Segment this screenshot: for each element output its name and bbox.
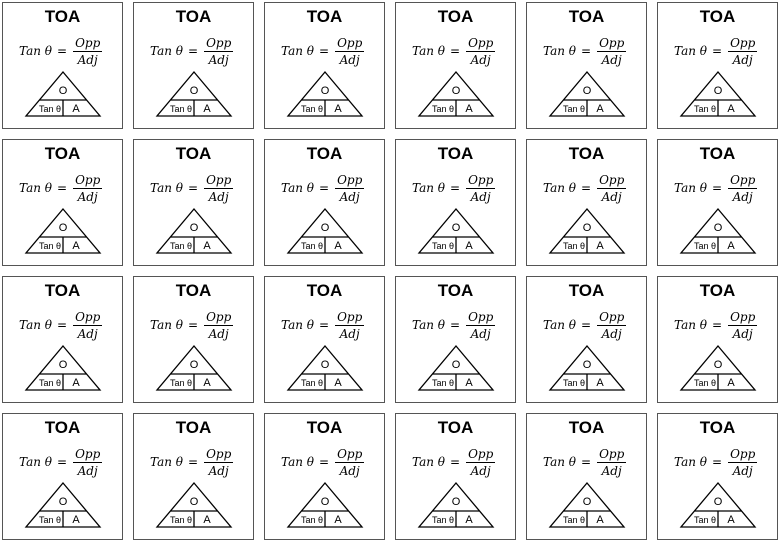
triangle-left-label: Tan θ bbox=[431, 241, 455, 251]
formula-equals: = bbox=[319, 181, 330, 195]
formula-equals: = bbox=[712, 318, 723, 332]
triangle-left-label: Tan θ bbox=[562, 104, 586, 114]
card-title: TOA bbox=[175, 418, 212, 437]
formula-denominator: Adj bbox=[732, 326, 753, 341]
triangle-top-label: O bbox=[189, 85, 199, 97]
toa-card-4-5 bbox=[526, 413, 647, 540]
formula-fraction bbox=[73, 447, 102, 478]
formula-equals: = bbox=[581, 181, 592, 195]
toa-triangle-diagram bbox=[156, 345, 232, 391]
formula-equals: = bbox=[450, 44, 461, 58]
toa-card-4-2 bbox=[133, 413, 254, 540]
formula-numerator: Opp bbox=[75, 446, 101, 461]
toa-card-1-5 bbox=[526, 2, 647, 129]
formula-fraction bbox=[466, 173, 495, 204]
triangle-top-label: O bbox=[189, 359, 199, 371]
triangle-left-label: Tan θ bbox=[562, 378, 586, 388]
card-title: TOA bbox=[437, 418, 474, 437]
tangent-formula bbox=[281, 444, 364, 480]
formula-fraction bbox=[728, 447, 757, 478]
tangent-formula bbox=[543, 307, 626, 343]
triangle-right-label: A bbox=[203, 103, 211, 115]
toa-triangle-diagram bbox=[549, 482, 625, 528]
formula-fraction bbox=[73, 310, 102, 341]
formula-equals: = bbox=[57, 181, 68, 195]
tangent-formula bbox=[150, 170, 233, 206]
formula-lhs: Tan θ bbox=[543, 455, 576, 469]
formula-fraction bbox=[466, 447, 495, 478]
toa-card-4-6 bbox=[657, 413, 778, 540]
card-title: TOA bbox=[568, 144, 605, 163]
card-title: TOA bbox=[699, 418, 736, 437]
triangle-left-label: Tan θ bbox=[300, 515, 324, 525]
formula-numerator: Opp bbox=[75, 35, 101, 50]
triangle-top-label: O bbox=[58, 222, 68, 234]
toa-triangle-diagram bbox=[25, 345, 101, 391]
triangle-right-label: A bbox=[72, 240, 80, 252]
formula-fraction bbox=[73, 36, 102, 67]
tangent-formula bbox=[412, 307, 495, 343]
formula-fraction bbox=[597, 173, 626, 204]
formula-equals: = bbox=[188, 181, 199, 195]
formula-denominator: Adj bbox=[208, 52, 229, 67]
toa-triangle-diagram bbox=[156, 208, 232, 254]
toa-triangle-diagram bbox=[287, 345, 363, 391]
toa-card-3-6 bbox=[657, 276, 778, 403]
formula-equals: = bbox=[712, 455, 723, 469]
formula-fraction bbox=[466, 310, 495, 341]
formula-numerator: Opp bbox=[75, 309, 101, 324]
tangent-formula bbox=[281, 307, 364, 343]
toa-card-4-4 bbox=[395, 413, 516, 540]
formula-fraction bbox=[597, 310, 626, 341]
triangle-right-label: A bbox=[72, 103, 80, 115]
toa-triangle-diagram bbox=[287, 71, 363, 117]
triangle-top-label: O bbox=[58, 496, 68, 508]
toa-card-3-1 bbox=[2, 276, 123, 403]
card-title: TOA bbox=[175, 144, 212, 163]
triangle-left-label: Tan θ bbox=[38, 104, 62, 114]
toa-triangle-diagram bbox=[25, 208, 101, 254]
toa-card-1-4 bbox=[395, 2, 516, 129]
triangle-left-label: Tan θ bbox=[38, 378, 62, 388]
toa-card-2-3 bbox=[264, 139, 385, 266]
card-title: TOA bbox=[306, 281, 343, 300]
toa-card-2-2 bbox=[133, 139, 254, 266]
tangent-formula bbox=[281, 33, 364, 69]
formula-equals: = bbox=[319, 44, 330, 58]
formula-lhs: Tan θ bbox=[281, 44, 314, 58]
triangle-left-label: Tan θ bbox=[562, 241, 586, 251]
formula-numerator: Opp bbox=[730, 309, 756, 324]
formula-lhs: Tan θ bbox=[281, 181, 314, 195]
triangle-top-label: O bbox=[713, 496, 723, 508]
card-title: TOA bbox=[437, 281, 474, 300]
formula-fraction bbox=[597, 36, 626, 67]
toa-triangle-diagram bbox=[287, 208, 363, 254]
triangle-right-label: A bbox=[727, 514, 735, 526]
triangle-top-label: O bbox=[713, 222, 723, 234]
toa-card-1-2 bbox=[133, 2, 254, 129]
toa-triangle-diagram bbox=[549, 208, 625, 254]
formula-lhs: Tan θ bbox=[19, 455, 52, 469]
formula-numerator: Opp bbox=[730, 35, 756, 50]
tangent-formula bbox=[281, 170, 364, 206]
formula-numerator: Opp bbox=[206, 446, 232, 461]
formula-numerator: Opp bbox=[468, 172, 494, 187]
triangle-top-label: O bbox=[320, 222, 330, 234]
triangle-top-label: O bbox=[582, 359, 592, 371]
tangent-formula bbox=[412, 170, 495, 206]
formula-denominator: Adj bbox=[77, 463, 98, 478]
formula-fraction bbox=[73, 173, 102, 204]
formula-numerator: Opp bbox=[206, 172, 232, 187]
formula-numerator: Opp bbox=[206, 35, 232, 50]
formula-equals: = bbox=[188, 455, 199, 469]
formula-numerator: Opp bbox=[337, 446, 363, 461]
triangle-right-label: A bbox=[465, 514, 473, 526]
formula-fraction bbox=[335, 36, 364, 67]
tangent-formula bbox=[412, 444, 495, 480]
formula-equals: = bbox=[188, 318, 199, 332]
tangent-formula bbox=[150, 444, 233, 480]
toa-card-1-6 bbox=[657, 2, 778, 129]
formula-lhs: Tan θ bbox=[412, 181, 445, 195]
triangle-left-label: Tan θ bbox=[169, 104, 193, 114]
toa-triangle-diagram bbox=[25, 71, 101, 117]
card-title: TOA bbox=[568, 418, 605, 437]
toa-triangle-diagram bbox=[418, 208, 494, 254]
tangent-formula bbox=[674, 444, 757, 480]
formula-numerator: Opp bbox=[599, 172, 625, 187]
tangent-formula bbox=[412, 33, 495, 69]
toa-card-3-5 bbox=[526, 276, 647, 403]
triangle-right-label: A bbox=[203, 240, 211, 252]
triangle-left-label: Tan θ bbox=[300, 241, 324, 251]
triangle-right-label: A bbox=[596, 240, 604, 252]
toa-card-4-1 bbox=[2, 413, 123, 540]
formula-denominator: Adj bbox=[208, 463, 229, 478]
formula-lhs: Tan θ bbox=[543, 44, 576, 58]
formula-lhs: Tan θ bbox=[412, 44, 445, 58]
toa-triangle-diagram bbox=[680, 71, 756, 117]
formula-lhs: Tan θ bbox=[412, 318, 445, 332]
triangle-top-label: O bbox=[582, 222, 592, 234]
formula-fraction bbox=[204, 173, 233, 204]
triangle-left-label: Tan θ bbox=[169, 241, 193, 251]
formula-equals: = bbox=[581, 318, 592, 332]
card-title: TOA bbox=[306, 418, 343, 437]
triangle-right-label: A bbox=[727, 240, 735, 252]
triangle-top-label: O bbox=[713, 85, 723, 97]
toa-card-2-5 bbox=[526, 139, 647, 266]
formula-numerator: Opp bbox=[337, 309, 363, 324]
toa-triangle-diagram bbox=[549, 345, 625, 391]
tangent-formula bbox=[543, 170, 626, 206]
formula-equals: = bbox=[450, 455, 461, 469]
formula-equals: = bbox=[188, 44, 199, 58]
triangle-left-label: Tan θ bbox=[693, 241, 717, 251]
tangent-formula bbox=[543, 444, 626, 480]
toa-triangle-diagram bbox=[680, 482, 756, 528]
triangle-top-label: O bbox=[713, 359, 723, 371]
toa-triangle-diagram bbox=[680, 345, 756, 391]
triangle-right-label: A bbox=[334, 240, 342, 252]
formula-lhs: Tan θ bbox=[150, 181, 183, 195]
formula-lhs: Tan θ bbox=[150, 44, 183, 58]
triangle-top-label: O bbox=[320, 85, 330, 97]
formula-fraction bbox=[204, 310, 233, 341]
formula-denominator: Adj bbox=[470, 189, 491, 204]
triangle-right-label: A bbox=[596, 514, 604, 526]
formula-fraction bbox=[728, 36, 757, 67]
formula-numerator: Opp bbox=[599, 35, 625, 50]
card-title: TOA bbox=[44, 418, 81, 437]
formula-lhs: Tan θ bbox=[19, 318, 52, 332]
triangle-right-label: A bbox=[203, 514, 211, 526]
triangle-top-label: O bbox=[58, 359, 68, 371]
card-title: TOA bbox=[44, 7, 81, 26]
toa-card-3-4 bbox=[395, 276, 516, 403]
triangle-left-label: Tan θ bbox=[693, 515, 717, 525]
toa-triangle-diagram bbox=[156, 71, 232, 117]
formula-lhs: Tan θ bbox=[281, 455, 314, 469]
formula-fraction bbox=[728, 173, 757, 204]
formula-denominator: Adj bbox=[208, 189, 229, 204]
tangent-formula bbox=[19, 444, 102, 480]
triangle-left-label: Tan θ bbox=[169, 515, 193, 525]
triangle-right-label: A bbox=[334, 377, 342, 389]
toa-triangle-diagram bbox=[156, 482, 232, 528]
triangle-top-label: O bbox=[582, 496, 592, 508]
formula-equals: = bbox=[450, 318, 461, 332]
formula-numerator: Opp bbox=[730, 172, 756, 187]
formula-equals: = bbox=[450, 181, 461, 195]
formula-fraction bbox=[204, 447, 233, 478]
formula-fraction bbox=[335, 447, 364, 478]
toa-card-2-6 bbox=[657, 139, 778, 266]
formula-lhs: Tan θ bbox=[150, 455, 183, 469]
formula-denominator: Adj bbox=[208, 326, 229, 341]
toa-card-4-3 bbox=[264, 413, 385, 540]
formula-fraction bbox=[597, 447, 626, 478]
tangent-formula bbox=[150, 307, 233, 343]
triangle-right-label: A bbox=[596, 377, 604, 389]
tangent-formula bbox=[674, 33, 757, 69]
card-title: TOA bbox=[699, 7, 736, 26]
triangle-right-label: A bbox=[596, 103, 604, 115]
toa-triangle-diagram bbox=[25, 482, 101, 528]
formula-lhs: Tan θ bbox=[543, 181, 576, 195]
formula-numerator: Opp bbox=[468, 446, 494, 461]
formula-lhs: Tan θ bbox=[674, 44, 707, 58]
triangle-right-label: A bbox=[72, 514, 80, 526]
tangent-formula bbox=[19, 307, 102, 343]
triangle-left-label: Tan θ bbox=[431, 378, 455, 388]
triangle-right-label: A bbox=[203, 377, 211, 389]
formula-numerator: Opp bbox=[468, 309, 494, 324]
formula-numerator: Opp bbox=[599, 309, 625, 324]
triangle-left-label: Tan θ bbox=[169, 378, 193, 388]
formula-fraction bbox=[335, 310, 364, 341]
formula-equals: = bbox=[319, 455, 330, 469]
formula-equals: = bbox=[57, 455, 68, 469]
formula-denominator: Adj bbox=[601, 189, 622, 204]
card-title: TOA bbox=[699, 144, 736, 163]
formula-denominator: Adj bbox=[732, 52, 753, 67]
formula-denominator: Adj bbox=[601, 463, 622, 478]
triangle-right-label: A bbox=[465, 240, 473, 252]
toa-triangle-diagram bbox=[287, 482, 363, 528]
formula-lhs: Tan θ bbox=[412, 455, 445, 469]
formula-lhs: Tan θ bbox=[674, 181, 707, 195]
formula-equals: = bbox=[712, 44, 723, 58]
triangle-top-label: O bbox=[189, 496, 199, 508]
triangle-left-label: Tan θ bbox=[300, 378, 324, 388]
formula-denominator: Adj bbox=[339, 52, 360, 67]
card-title: TOA bbox=[699, 281, 736, 300]
card-title: TOA bbox=[175, 281, 212, 300]
formula-fraction bbox=[335, 173, 364, 204]
toa-card-1-3 bbox=[264, 2, 385, 129]
formula-equals: = bbox=[712, 181, 723, 195]
formula-numerator: Opp bbox=[599, 446, 625, 461]
formula-equals: = bbox=[581, 455, 592, 469]
formula-denominator: Adj bbox=[339, 189, 360, 204]
formula-denominator: Adj bbox=[470, 52, 491, 67]
formula-denominator: Adj bbox=[339, 326, 360, 341]
formula-denominator: Adj bbox=[732, 463, 753, 478]
triangle-top-label: O bbox=[189, 222, 199, 234]
formula-numerator: Opp bbox=[730, 446, 756, 461]
formula-denominator: Adj bbox=[77, 326, 98, 341]
card-title: TOA bbox=[437, 7, 474, 26]
card-title: TOA bbox=[175, 7, 212, 26]
formula-numerator: Opp bbox=[206, 309, 232, 324]
triangle-top-label: O bbox=[451, 222, 461, 234]
formula-equals: = bbox=[319, 318, 330, 332]
toa-card-3-2 bbox=[133, 276, 254, 403]
tangent-formula bbox=[674, 307, 757, 343]
formula-lhs: Tan θ bbox=[674, 318, 707, 332]
toa-card-2-1 bbox=[2, 139, 123, 266]
card-title: TOA bbox=[568, 281, 605, 300]
formula-denominator: Adj bbox=[77, 189, 98, 204]
formula-lhs: Tan θ bbox=[281, 318, 314, 332]
formula-numerator: Opp bbox=[337, 172, 363, 187]
tangent-formula bbox=[19, 33, 102, 69]
formula-equals: = bbox=[581, 44, 592, 58]
triangle-left-label: Tan θ bbox=[38, 515, 62, 525]
formula-equals: = bbox=[57, 318, 68, 332]
triangle-top-label: O bbox=[451, 85, 461, 97]
formula-fraction bbox=[728, 310, 757, 341]
triangle-left-label: Tan θ bbox=[693, 378, 717, 388]
triangle-top-label: O bbox=[320, 359, 330, 371]
formula-denominator: Adj bbox=[470, 326, 491, 341]
formula-denominator: Adj bbox=[732, 189, 753, 204]
formula-numerator: Opp bbox=[75, 172, 101, 187]
triangle-right-label: A bbox=[465, 377, 473, 389]
toa-triangle-diagram bbox=[549, 71, 625, 117]
triangle-right-label: A bbox=[465, 103, 473, 115]
formula-equals: = bbox=[57, 44, 68, 58]
triangle-left-label: Tan θ bbox=[562, 515, 586, 525]
triangle-right-label: A bbox=[72, 377, 80, 389]
tangent-formula bbox=[150, 33, 233, 69]
formula-lhs: Tan θ bbox=[674, 455, 707, 469]
formula-denominator: Adj bbox=[601, 326, 622, 341]
card-title: TOA bbox=[306, 7, 343, 26]
formula-denominator: Adj bbox=[470, 463, 491, 478]
triangle-right-label: A bbox=[334, 514, 342, 526]
triangle-left-label: Tan θ bbox=[431, 104, 455, 114]
formula-numerator: Opp bbox=[337, 35, 363, 50]
triangle-left-label: Tan θ bbox=[431, 515, 455, 525]
formula-lhs: Tan θ bbox=[19, 181, 52, 195]
toa-triangle-diagram bbox=[680, 208, 756, 254]
formula-denominator: Adj bbox=[339, 463, 360, 478]
formula-lhs: Tan θ bbox=[543, 318, 576, 332]
toa-card-3-3 bbox=[264, 276, 385, 403]
triangle-left-label: Tan θ bbox=[693, 104, 717, 114]
formula-lhs: Tan θ bbox=[19, 44, 52, 58]
triangle-left-label: Tan θ bbox=[300, 104, 324, 114]
card-title: TOA bbox=[306, 144, 343, 163]
card-title: TOA bbox=[44, 281, 81, 300]
formula-denominator: Adj bbox=[77, 52, 98, 67]
triangle-top-label: O bbox=[58, 85, 68, 97]
triangle-left-label: Tan θ bbox=[38, 241, 62, 251]
card-title: TOA bbox=[568, 7, 605, 26]
toa-card-2-4 bbox=[395, 139, 516, 266]
triangle-top-label: O bbox=[451, 496, 461, 508]
triangle-right-label: A bbox=[727, 377, 735, 389]
formula-denominator: Adj bbox=[601, 52, 622, 67]
formula-fraction bbox=[204, 36, 233, 67]
triangle-right-label: A bbox=[334, 103, 342, 115]
triangle-top-label: O bbox=[451, 359, 461, 371]
card-title: TOA bbox=[437, 144, 474, 163]
formula-numerator: Opp bbox=[468, 35, 494, 50]
toa-triangle-diagram bbox=[418, 482, 494, 528]
toa-card-1-1 bbox=[2, 2, 123, 129]
toa-triangle-diagram bbox=[418, 345, 494, 391]
toa-triangle-diagram bbox=[418, 71, 494, 117]
formula-lhs: Tan θ bbox=[150, 318, 183, 332]
tangent-formula bbox=[19, 170, 102, 206]
card-title: TOA bbox=[44, 144, 81, 163]
tangent-formula bbox=[674, 170, 757, 206]
triangle-top-label: O bbox=[582, 85, 592, 97]
triangle-top-label: O bbox=[320, 496, 330, 508]
tangent-formula bbox=[543, 33, 626, 69]
triangle-right-label: A bbox=[727, 103, 735, 115]
formula-fraction bbox=[466, 36, 495, 67]
card-grid bbox=[2, 2, 778, 538]
